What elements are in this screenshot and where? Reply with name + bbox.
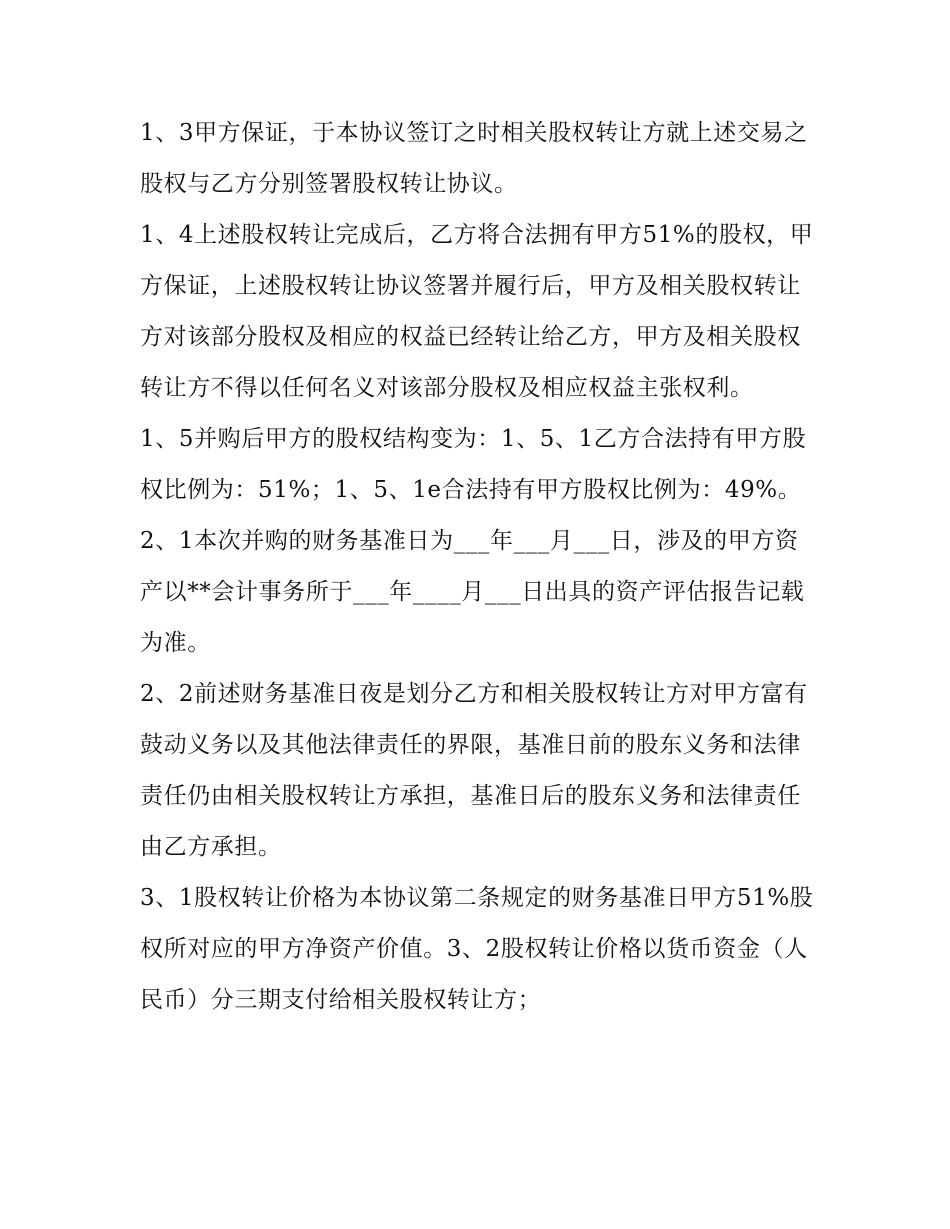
- paragraph-2-2: 2、2前述财务基准日夜是划分乙方和相关股权转让方对甲方富有鼓动义务以及其他法律责任的界限，基准日前的股东义务和法律责任仍由相关股权转让方承担，基准日后的股东义务和法律责任由乙方承担。: [140, 681, 808, 860]
- paragraph-1-4: 1、4上述股权转让完成后，乙方将合法拥有甲方51%的股权，甲方保证，上述股权转让协议签署并履行后，甲方及相关股权转让方对该部分股权及相应的权益已经转让给乙方，甲方及相关股权转让方不得以任何名义对该部分股权及相应权益主张权利。: [140, 222, 814, 401]
- paragraph-1-3: 1、3甲方保证，于本协议签订之时相关股权转让方就上述交易之股权与乙方分别签署股权转让协议。: [140, 120, 808, 197]
- paragraph-2-1: 2、1本次并购的财务基准日为___年___月___日，涉及的甲方资产以**会计事务所于___年____月___日出具的资产评估报告记载为准。: [140, 528, 805, 656]
- paragraph-1-5: 1、5并购后甲方的股权结构变为：1、5、1乙方合法持有甲方股权比例为：51%；1、5、1e合法持有甲方股权比例为：49%。: [140, 426, 807, 503]
- document-body: [140, 108, 820, 1026]
- paragraph-3-1: 3、1股权转让价格为本协议第二条规定的财务基准日甲方51%股权所对应的甲方净资产价值。3、2股权转让价格以货币资金（人民币）分三期支付给相关股权转让方；: [140, 885, 814, 1013]
